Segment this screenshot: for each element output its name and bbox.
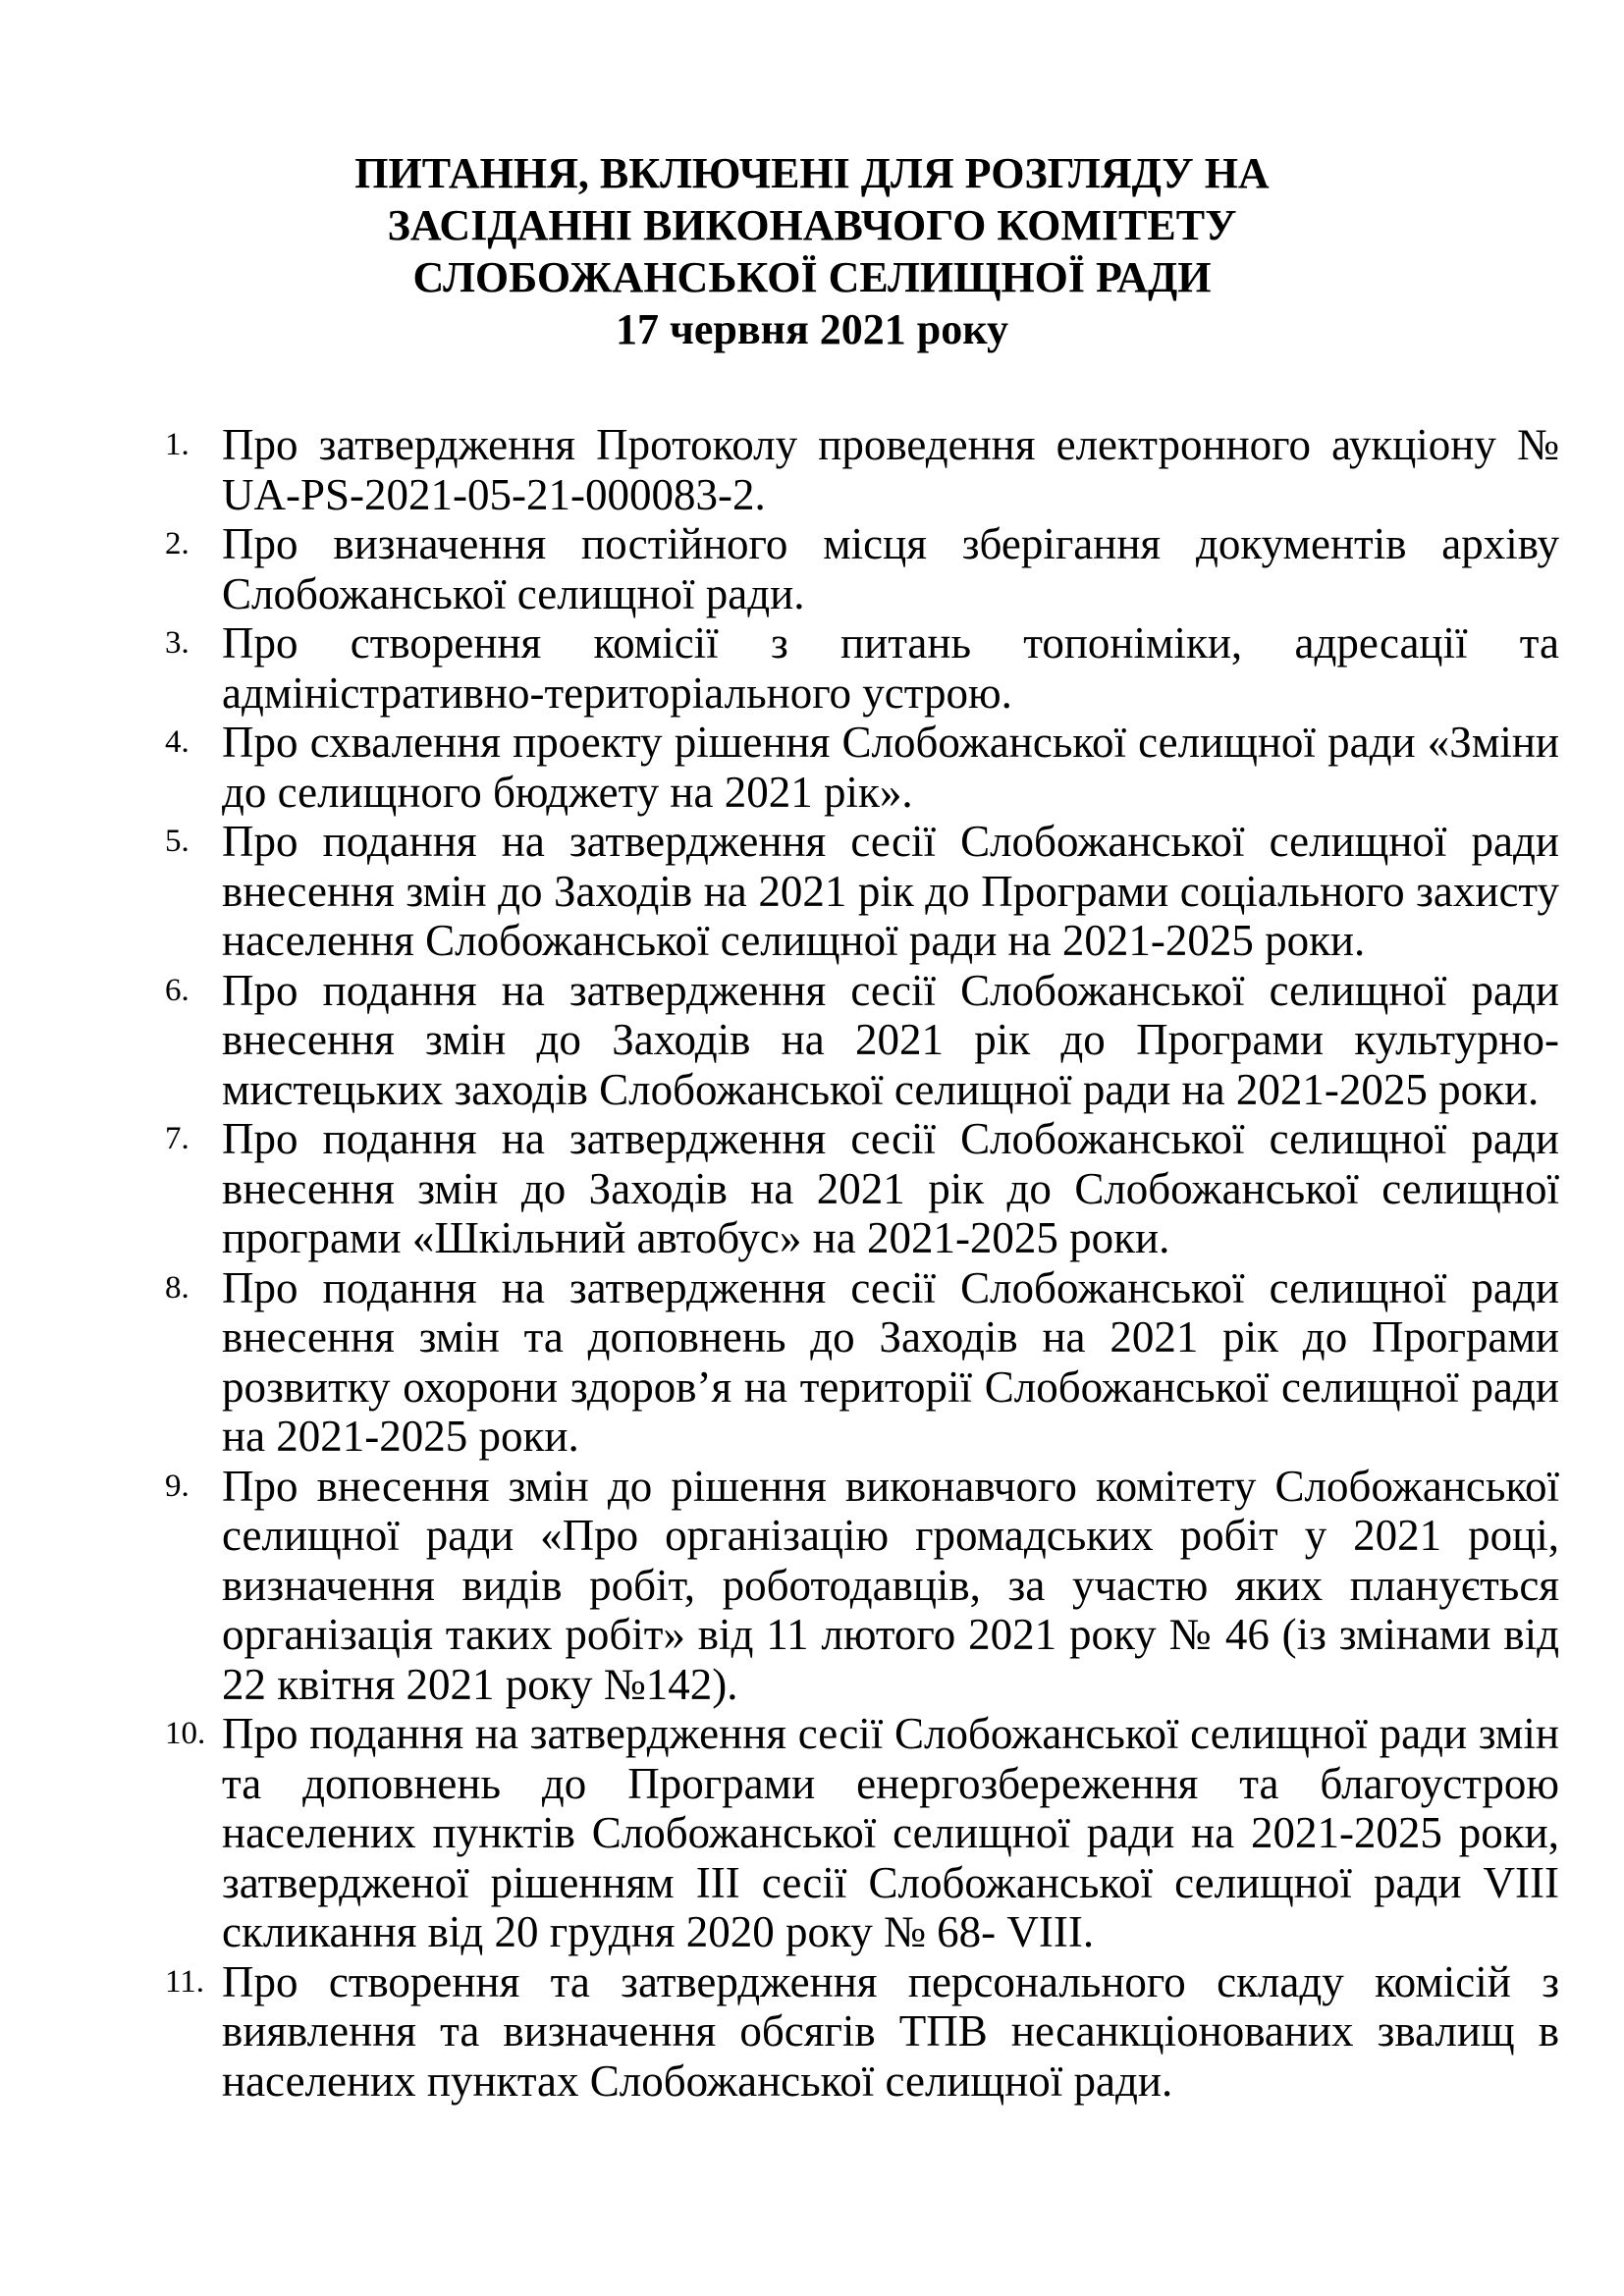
item-text: Про визначення постійного місця зберігання документів архіву Слобожанської селищної ради.	[222, 519, 1559, 618]
item-number: 1.	[165, 427, 189, 462]
item-text: Про подання на затвердження сесії Слобожанської селищної ради внесення змін та доповнень до Заходів на 2021 рік до Програми розвитку охорони здоров’я на території Слобожанської селищної ради на 2021-2025 роки.	[222, 1262, 1559, 1461]
item-number: 3.	[165, 625, 189, 661]
agenda-item	[165, 1114, 1559, 1263]
item-number: 7.	[165, 1121, 189, 1156]
item-number: 5.	[165, 824, 189, 859]
item-text: Про схвалення проекту рішення Слобожанської селищної ради «Зміни до селищного бюджету на 2021 рік».	[222, 718, 1559, 817]
item-number: 4.	[165, 724, 189, 760]
heading-line: ПИТАННЯ, ВКЛЮЧЕНІ ДЛЯ РОЗГЛЯДУ НА	[354, 149, 1270, 197]
agenda-item	[165, 966, 1559, 1115]
item-number: 9.	[165, 1468, 189, 1504]
agenda-item	[165, 1462, 1559, 1710]
agenda-item	[165, 519, 1559, 618]
item-number: 11.	[165, 1963, 205, 2000]
item-text: Про подання на затвердження сесії Слобожанської селищної ради внесення змін до Заходів на 2021 рік до Програми культурно-мистецьких заходів Слобожанської селищної ради на 2021-2025 роки.	[222, 965, 1559, 1114]
item-number: 8.	[165, 1269, 189, 1306]
item-text: Про подання на затвердження сесії Слобожанської селищної ради внесення змін до Заходів на 2021 рік до Програми соціального захисту населення Слобожанської селищної ради на 2021-2025 роки.	[222, 817, 1559, 965]
item-text: Про створення комісії з питань топоніміки, адресації та адміністративно-територіального устрою.	[222, 618, 1559, 718]
document-heading	[0, 147, 1624, 355]
item-text: Про створення та затвердження персонального складу комісій з виявлення та визначення обсягів ТПВ несанкціонованих звалищ в населених пунктах Слобожанської селищної ради.	[222, 1956, 1559, 2106]
item-number: 2.	[165, 526, 189, 561]
item-text: Про затвердження Протоколу проведення електронного аукціону № UA-PS-2021-05-21-000083-2.	[222, 420, 1559, 519]
heading-line: СЛОБОЖАНСЬКОЇ СЕЛИЩНОЇ РАДИ	[412, 253, 1212, 301]
agenda-item	[165, 817, 1559, 966]
item-text: Про подання на затвердження сесії Слобожанської селищної ради внесення змін до Заходів на 2021 рік до Слобожанської селищної програми «Шкільний автобус» на 2021-2025 роки.	[222, 1114, 1559, 1262]
agenda-item	[165, 1263, 1559, 1462]
meeting-date: 17 червня 2021 року	[616, 305, 1008, 353]
item-text: Про подання на затвердження сесії Слобожанської селищної ради змін та доповнень до Програми енергозбереження та благоустрою населених пунктів Слобожанської селищної ради на 2021-2025 роки, затвердженої рішенням ІІІ сесії Слобожанської селищної ради VIII скликання від 20 грудня 2020 року № 68- VIII.	[222, 1709, 1559, 1956]
agenda-item	[165, 718, 1559, 817]
agenda-item	[165, 1957, 1559, 2107]
agenda-list	[165, 420, 1559, 2106]
item-text: Про внесення змін до рішення виконавчого комітету Слобожанської селищної ради «Про організацію громадських робіт у 2021 році, визначення видів робіт, роботодавців, за участю яких планується організація таких робіт» від 11 лютого 2021 року № 46 (із змінами від 22 квітня 2021 року №142).	[222, 1461, 1559, 1709]
agenda-item	[165, 1709, 1559, 1957]
item-number: 6.	[165, 972, 189, 1008]
agenda-item	[165, 618, 1559, 718]
item-number: 10.	[165, 1716, 206, 1751]
heading-line: ЗАСІДАННІ ВИКОНАВЧОГО КОМІТЕТУ	[387, 201, 1237, 249]
agenda-item	[165, 420, 1559, 519]
